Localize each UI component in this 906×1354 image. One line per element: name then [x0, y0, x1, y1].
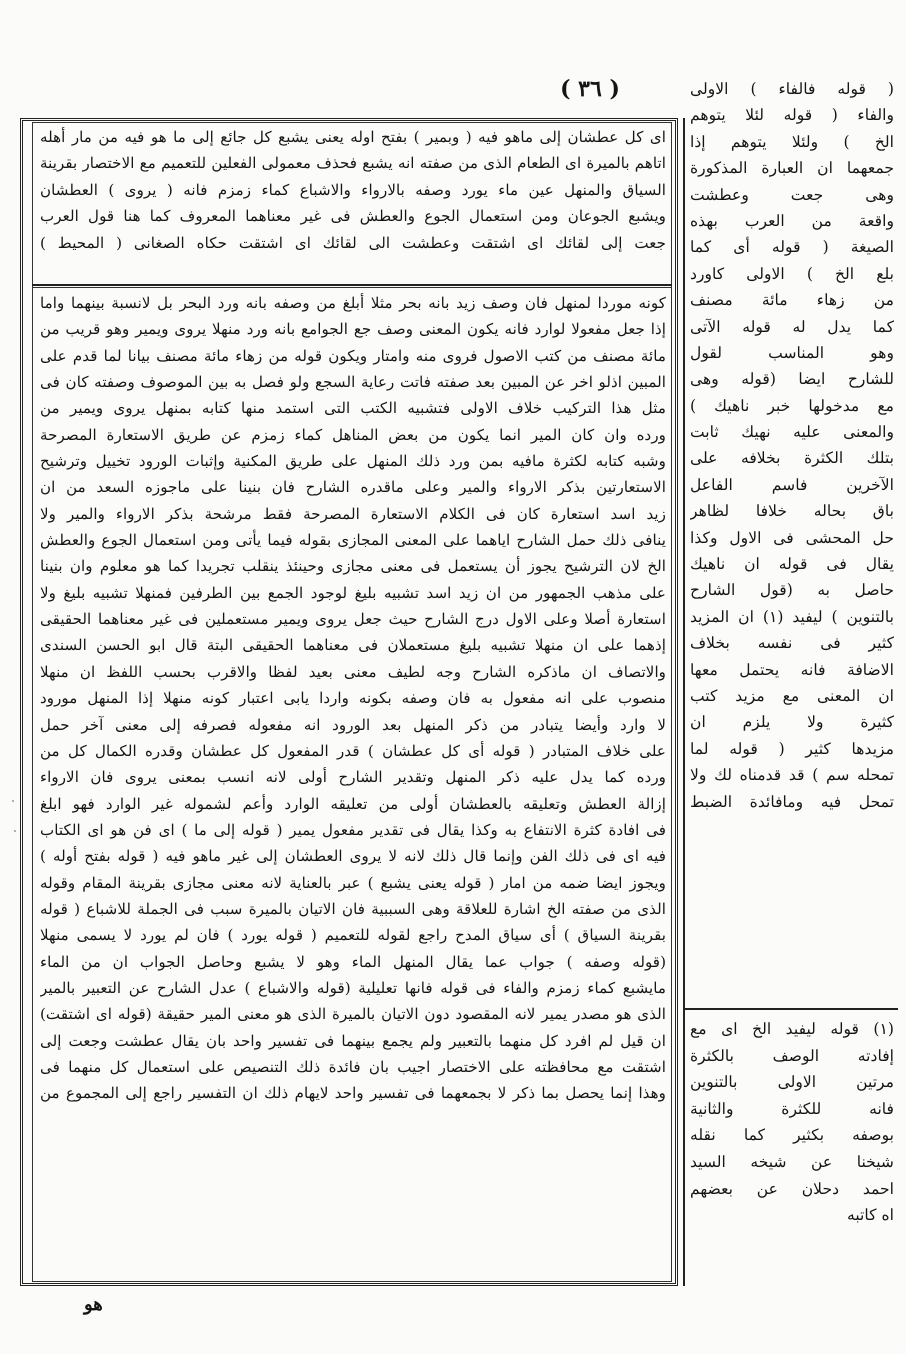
margin-line: بلع الخ ) الاولى كاورد — [690, 264, 894, 283]
text-line: وشبه كتابه لكثرة مافيه بمن ورد ذلك المنهل على طريق المكنية وإثبات الورود تخييل وترشيح — [40, 452, 666, 471]
margin-line: وهو المناسب لقول — [690, 343, 894, 362]
text-line: استعارة أصلا وعلى الاول درج الشارح حيث جعل يروى ويمير مستعملين فى غير معناهما الحقيقى — [40, 610, 666, 629]
margin-line: ( قوله فالفاء ) الاولى — [690, 80, 894, 98]
text-line: الاستعارتين بذكر الارواء والمير وعلى ماقدره الشارح فان بنينا على ماجوزه السعد من ان — [40, 478, 666, 497]
margin-line: تمحل فيه ومافائدة الضبط — [690, 792, 894, 811]
margin-line: ان المعنى مع مزيد كتب — [690, 686, 894, 705]
margin-line: الصيغة ( قوله أى كما — [690, 238, 894, 257]
text-line: لا وارد وأيضا يتبادر من ذكر المنهل بعد الورود انه مفعوله فصرفه إلى معنى آخر حمل — [40, 715, 666, 734]
margin-note-separator — [684, 1008, 898, 1010]
text-line: جعت إلى لقائك اى اشتقت وعطشت الى لقائك اى اشتقت حكاه الصغانى ( المحيط ) — [40, 233, 666, 252]
text-line: مثل هذا التركيب خلاف الاولى فتشبيه الكتب التى استمد منها كتابه بمنهل يروى ويمير من — [40, 399, 666, 418]
footnote-line: إفادته الوصف بالكثرة — [690, 1046, 894, 1065]
text-line: زيد اسد استعارة كان فى الكلام الاستعارة المصرحة فقط مرشحة بذكر الارواء والمير ولا — [40, 504, 666, 523]
page-number: ( ٣٦ ) — [560, 76, 620, 102]
text-line: المبين اذلو اخر عن المبين بعد صفته فاتت رعاية السجع ولو فصل به بين الموصوف وصفته كان فى — [40, 373, 666, 392]
text-line: ورده وان كان المير انما يكون من بعض المناهل كماء زمزم عن طريق الاستعارة المصرحة — [40, 425, 666, 444]
margin-line: جمعهما ان العبارة المذكورة — [690, 159, 894, 178]
text-line: مايشبع كماء زمزم والفاء فى قوله فانها تعليلية (قوله والاشباع ) عدل الشارح عن التعبير بالمير — [40, 978, 666, 997]
text-line: على خلاف المتبادر ( قوله أى كل عطشان ) قدر المفعول كل عطشان وقدره الكمال كل من — [40, 741, 666, 760]
block-separator-inner — [32, 287, 672, 288]
top-text-block — [40, 124, 666, 256]
margin-line: كما يدل له قوله الآتى — [690, 317, 894, 336]
text-line: الذى من صفته الخ اشارة للعلاقة وهى السببية فان الاتيان بالميرة سبب فى الجملة للاشباع ( قوله — [40, 899, 666, 918]
text-line: ورده كما يدل عليه ذكر المنهل وتقدير الشارح أولى لانه انسب بمعنى يروى فان الارواء — [40, 768, 666, 787]
text-line: إزالة العطش وتعليقه بالعطشان أولى من تعليقه الوارد وأعم لشموله غير الوارد فهو ابلغ — [40, 794, 666, 813]
text-line: وهذا إنما يحصل بما ذكر لا بجمعهما فى تفسير واحد لايهام ذلك ان التفسير راجع إلى المجموع من — [40, 1084, 666, 1103]
margin-line: كثير فى نفسه بخلاف — [690, 634, 894, 653]
margin-line: والفاء ( قوله لئلا يتوهم — [690, 106, 894, 125]
text-line: إذا جعل مفعولا لوارد فانه يكون المعنى وصف جع الجوامع بانه ورد منهلا يروى ويمير وهو قريب من — [40, 320, 666, 339]
margin-line: للشارح ايضا (قوله وهى — [690, 370, 894, 389]
margin-line: مزيدها كثير ( قوله لما — [690, 739, 894, 758]
footnote-line: فانه للكثرة والثانية — [690, 1099, 894, 1118]
text-line: فيه اى فى ذلك الفن وإنما قال ذلك لانه لا يروى العطشان إلى غير ماهو فيه ( قوله بفتح أوله ) — [40, 847, 666, 866]
margin-commentary — [690, 76, 894, 815]
margin-line: باق بحاله خلافا لظاهر — [690, 502, 894, 521]
text-line: ويشبع الجوعان ومن استعمال الجوع والعطش فى غير معناهما المعروف كما هنا قول العرب — [40, 207, 666, 226]
text-line: السياق والمنهل عين ماء يورد وصفه بالارواء والاشباع كماء زمزم فانه ( يروى ) العطشان — [40, 180, 666, 199]
margin-line: يقال فى قوله ان ناهيك — [690, 555, 894, 574]
text-line: والاتصاف ان ماذكره الشارح وجه لطيف معنى بعيد لفظا والاقرب بحسب اللفظ ان منهلا — [40, 662, 666, 681]
main-commentary-block — [40, 290, 666, 1107]
text-line: ويجوز ايضا ضمه من امار ( قوله يعنى يشبع ) عبر بالعناية لانه معنى مجازى بقرينة المقام وقوله — [40, 873, 666, 892]
footnote-line: شيخنا عن شيخه السيد — [690, 1152, 894, 1171]
margin-line: وهى جعت وعطشت — [690, 185, 894, 204]
margin-line: الاضافة فانه يحتمل معها — [690, 660, 894, 679]
text-line: كونه موردا لمنهل فان وصف زيد بانه بحر مثلا أبلغ من وصفه بانه ورد البحر بل لانسبة بينهما واما — [40, 294, 666, 312]
text-line: اتاهم بالميرة اى الطعام الذى من صفته انه يشبع فحذف معمولى الفعلين للتعميم مع الاختصار بقرينة — [40, 154, 666, 173]
text-line: اى كل عطشان إلى ماهو فيه ( وبمير ) بفتح اوله يعنى يشبع كل جائع إلى ما هو فيه من مار أهله — [40, 128, 666, 146]
margin-line: من زهاء مائة مصنف — [690, 291, 894, 310]
scan-speck — [14, 830, 16, 832]
margin-line: تمحله سم ) قد قدمناه لك ولا — [690, 766, 894, 785]
text-line: على مذهب الجمهور من ان زيد اسد تشبيه بليغ لوجود الجمع بين الطرفين فمنهلا تشبيه بليغ ولا — [40, 583, 666, 602]
text-line: منصوب على انه مفعول به فان وصفه بكونه واردا يابى اعتبار كونه منهلا إذا المنهل مورود — [40, 689, 666, 708]
text-line: اشتقت مع محافظته على الاختصار اجيب بان فائدة ذلك التنصيص على استعمال كل منهما فى — [40, 1057, 666, 1076]
footnote-line: مرتين الاولى بالتنوين — [690, 1073, 894, 1092]
text-line: ان قيل لم افرد كل منهما بالتعبير ولم يجمع بينهما فى تفسير واحد بان يقال عطشت وجعت إلى — [40, 1031, 666, 1050]
margin-line: والمعنى عليه نهيك ثابت — [690, 423, 894, 442]
margin-divider — [683, 118, 685, 1286]
margin-line: حاصل به (قول الشارح — [690, 581, 894, 600]
margin-footnote — [690, 1016, 894, 1229]
footnote-line: بوصفه بكثير كما نقله — [690, 1126, 894, 1145]
catchword: هو — [84, 1294, 103, 1315]
margin-line: مع مدخولها خبر ناهيك ) — [690, 396, 894, 415]
text-line: بقرينة السياق ) أى سياق المدح راجع لقوله للتعميم ( قوله يورد ) فان لم يورد لا يسمى منهلا — [40, 926, 666, 945]
margin-line: كثيرة ولا يلزم ان — [690, 713, 894, 732]
scan-speck — [12, 800, 14, 802]
margin-line: الخ ) ولئلا يتوهم إذا — [690, 132, 894, 151]
margin-line: حل المحشى فى الاول وكذا — [690, 528, 894, 547]
margin-line: بالتنوين ) ليفيد (١) ان المزيد — [690, 607, 894, 626]
margin-line: الآخرين فاسم الفاعل — [690, 475, 894, 494]
footnote-line: (١) قوله ليفيد الخ اى مع — [690, 1020, 894, 1038]
text-line: فى افادة كثرة الانتفاع به وكذا يقال فى تقدير مفعول يمير ( قوله إلى ما ) اى فن هو اى الكتاب — [40, 820, 666, 839]
text-line: مائة مصنف من كتب الاصول فروى منه وامتار ويكون قوله من زهاء مائة مصنف بيانا لما قدم على — [40, 346, 666, 365]
footnote-line: احمد دحلان عن بعضهم — [690, 1179, 894, 1198]
margin-line: بتلك الكثرة بخلافه على — [690, 449, 894, 468]
footnote-line: اه كاتبه — [846, 1206, 894, 1225]
text-line: ينافى ذلك حمل الشارح اياهما على المعنى المجازى بقوله فيما يأتى ومن استعمال الجوع والعطش — [40, 531, 666, 550]
block-separator — [32, 284, 672, 286]
text-line: الخ لان الترشيح يجوز أن يستعمل فى معنى مجازى وحينئذ ينقلب تجريدا كما هو معلوم وان بنينا — [40, 557, 666, 576]
text-line: (قوله وصفه ) جواب عما يقال المنهل الماء وهو لا يشبع وحاصل الجواب ان من الماء — [40, 952, 666, 971]
margin-line: واقعة من العرب بهذه — [690, 211, 894, 230]
text-line: الذى هو مصدر يمير لانه المقصود دون الاتيان بالميرة الذى هو معنى المير حقيقة (قوله اى اشتقت) — [40, 1005, 666, 1024]
text-line: إذهما على ان منهلا تشبيه بليغ مستعملان فى معناهما الحقيقى البتة قال ابو الحسن السندى — [40, 636, 666, 655]
